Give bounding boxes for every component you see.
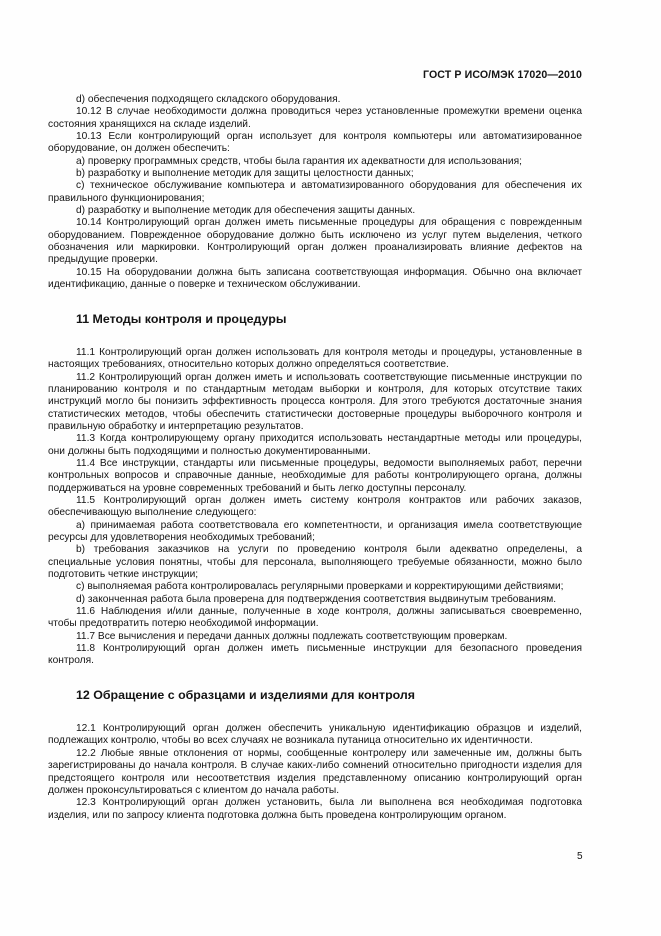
paragraph: 10.15 На оборудовании должна быть записана соответствующая информация. Обычно она включает идентификацию, данные о поверке и техническом обслуживании. [48, 266, 582, 291]
paragraph-group-11 [48, 347, 582, 668]
paragraph: a) проверку программных средств, чтобы была гарантия их адекватности для использования; [76, 155, 522, 167]
paragraph: d) разработку и выполнение методик для обеспечения защиты данных. [76, 205, 416, 217]
paragraph: 11.5 Контролирующий орган должен иметь систему контроля контрактов или рабочих заказов, обеспечивающую выполнение следующего: [48, 494, 582, 519]
paragraph: 11.2 Контролирующий орган должен иметь и использовать соответствующие письменные инструкции по планированию контроля и по стандартным методам выборки и контроля, для которых отсутствие таких инструкций могло бы понизить эффективность процесса контроля. Для этого требуются достаточные знания статистических методов, чтобы обеспечить статистически достоверные процедуры выборочного контроля и правильную обработку и интерпретацию результатов. [48, 371, 582, 432]
paragraph: 12.2 Любые явные отклонения от нормы, сообщенные контролеру или замеченные им, должны быть зарегистрированы до начала контроля. В случае каких-либо сомнений относительно пригодности изделия для предстоящего контроля или несоответствия изделия представленному описанию контролирующий орган должен проконсультироваться с клиентом до начала работы. [48, 747, 582, 796]
paragraph: 11.6 Наблюдения и/или данные, полученные в ходе контроля, должны записываться своевременно, чтобы предотвратить потерю необходимой информации. [48, 606, 582, 630]
paragraph: 10.12 В случае необходимости должна проводиться через установленные промежутки времени оценка состояния хранящихся на складе изделий. [48, 106, 582, 130]
section-heading-12: 12 Обращение с образцами и изделиями для контроля [76, 687, 415, 702]
paragraph: d) законченная работа была проверена для подтверждения соответствия выдвинутым требованиям. [76, 593, 557, 605]
page-content [48, 94, 582, 822]
paragraph: b) разработку и выполнение методик для защиты целостности данных; [76, 168, 414, 180]
paragraph: 11.4 Все инструкции, стандарты или письменные процедуры, ведомости выполняемых работ, перечни контрольных вопросов и справочные данные, необходимые для работы контролирующего органа, должны поддерживаться на уровне современных требований и быть легко доступны персоналу. [48, 457, 582, 494]
paragraph: b) требования заказчиков на услуги по проведению контроля были адекватно определены, а специальные условия понятны, чтобы для персонала, выполняющего требуемые обязанности, можно было подготовить четкие инструкции; [48, 544, 582, 581]
paragraph: 12.3 Контролирующий орган должен установить, была ли выполнена вся необходимая подготовка изделия, или по запросу клиента подготовка должна быть проведена контролирующим органом. [48, 797, 582, 821]
document-header: ГОСТ Р ИСО/МЭК 17020—2010 [423, 69, 582, 81]
paragraph: 11.3 Когда контролирующему органу приходится использовать нестандартные методы или процедуры, они должны быть подходящими и полностью документированными. [48, 433, 582, 457]
paragraph: 11.1 Контролирующий орган должен использовать для контроля методы и процедуры, установленные в настоящих требованиях, относительно которых должно определяться соответствие. [48, 346, 582, 371]
paragraph: c) техническое обслуживание компьютера и автоматизированного оборудования для обеспечения их правильного функционирования; [48, 180, 582, 204]
page-number: 5 [577, 851, 583, 862]
paragraph-group-12 [48, 723, 582, 822]
paragraph: 12.1 Контролирующий орган должен обеспечить уникальную идентификацию образцов и изделий, подлежащих контролю, чтобы во всех случаях не возникала путаница относительно их идентичности. [48, 723, 582, 747]
paragraph-group-10 [48, 94, 582, 292]
paragraph: d) обеспечения подходящего складского оборудования. [76, 94, 341, 105]
paragraph: 10.14 Контролирующий орган должен иметь письменные процедуры для обращения с поврежденным оборудованием. Поврежденное оборудование должно быть исключено из услуг путем выделения, четкого обозначения или маркировки. Контролирующий орган должен проанализировать влияние дефектов на предыдущие проверки. [48, 217, 582, 266]
paragraph: a) принимаемая работа соответствовала его компетентности, и организация имела соответствующие ресурсы для удовлетворения необходимых требований; [48, 519, 582, 543]
section-heading-11: 11 Методы контроля и процедуры [76, 311, 287, 326]
paragraph: 10.13 Если контролирующий орган использует для контроля компьютеры или автоматизированное оборудование, он должен обеспечить: [48, 131, 582, 155]
paragraph: 11.7 Все вычисления и передачи данных должны подлежать соответствующим проверкам. [76, 630, 508, 642]
paragraph: 11.8 Контролирующий орган должен иметь письменные инструкции для безопасного проведения контроля. [48, 643, 582, 667]
paragraph: c) выполняемая работа контролировалась регулярными проверками и корректирующими действиями; [76, 581, 564, 593]
